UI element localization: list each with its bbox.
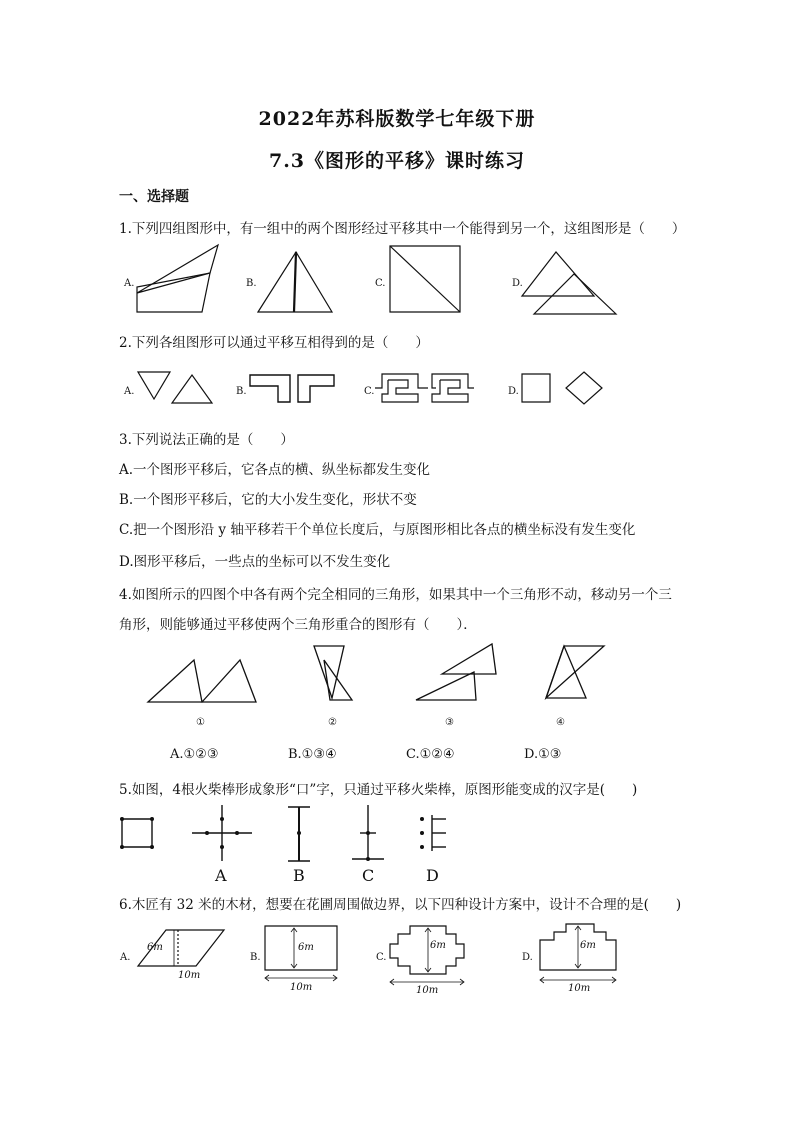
question-3-stem: 3.下列说法正确的是（ ） [119, 432, 294, 448]
q6-b-height-label: 6m [298, 942, 314, 953]
q4-figure-label-1: ① [196, 717, 205, 728]
q1-label-c: C. [375, 278, 386, 289]
q6-label-c: C. [376, 952, 387, 963]
q6-a-width-label: 10m [178, 970, 201, 981]
question-6-figures [118, 918, 618, 998]
q6-label-a: A. [120, 952, 131, 963]
q6-c-width-label: 10m [416, 985, 439, 996]
question-5-figures [116, 805, 466, 885]
question-4-option-b: B.①③④ [288, 747, 337, 762]
q4-figure-label-4: ④ [556, 717, 565, 728]
q5-label-a: A [215, 866, 227, 885]
q1-figure-b [258, 252, 332, 312]
q4-figure-1 [148, 660, 256, 702]
page-subtitle: 7.3《图形的平移》课时练习 [268, 150, 526, 172]
q4-figure-4 [546, 646, 604, 698]
q5-label-b: B [293, 866, 305, 885]
question-5-stem: 5.如图，4根火柴棒形成象形“口”字，只通过平移火柴棒，原图形能变成的汉字是( ) [119, 782, 638, 798]
q2-figure-c [375, 374, 474, 402]
q2-label-b: B. [236, 386, 247, 397]
q5-figure-d [432, 815, 446, 851]
q6-label-b: B. [250, 952, 261, 963]
q6-d-width-label: 10m [568, 983, 591, 994]
q2-label-c: C. [364, 386, 375, 397]
question-1-figures [118, 240, 478, 320]
question-4-stem-line-2: 角形，则能够通过平移使两个三角形重合的图形有（ ）． [119, 617, 477, 633]
q1-figure-c [390, 246, 460, 312]
q6-a-height-label: 6m [147, 942, 163, 953]
question-3-option-a: A.一个图形平移后，它各点的横、纵坐标都发生变化 [119, 462, 431, 478]
q6-b-width-label: 10m [290, 982, 313, 993]
question-2-stem: 2.下列各组图形可以通过平移互相得到的是（ ） [119, 335, 429, 351]
question-6-stem: 6.木匠有 32 米的木材，想要在花圃周围做边界，以下四种设计方案中，设计不合理的是( ) [119, 897, 682, 913]
question-3-option-b: B.一个图形平移后，它的大小发生变化，形状不变 [119, 492, 417, 508]
q6-figure-d [540, 924, 616, 983]
question-1-figure-d [508, 240, 628, 320]
q2-figure-b [250, 375, 334, 402]
q6-figure-b [265, 926, 337, 981]
q1-figure-a [137, 245, 218, 312]
q4-figure-2 [314, 646, 352, 700]
q6-d-height-label: 6m [580, 940, 596, 951]
q1-label-b: B. [246, 278, 257, 289]
question-4-stem-line-1: 4.如图所示的四图个中各有两个完全相同的三角形，如果其中一个三角形不动，移动另一个三 [119, 587, 672, 603]
q1-label-d: D. [512, 278, 523, 289]
q1-label-a: A. [124, 278, 135, 289]
q2-figure-d [522, 372, 602, 404]
q4-figure-label-2: ② [328, 717, 337, 728]
question-4-figures [140, 640, 620, 735]
q4-figure-label-3: ③ [445, 717, 454, 728]
q2-figure-a [138, 372, 212, 403]
page-title: 2022年苏科版数学七年级下册 [258, 108, 536, 130]
q6-label-d: D. [522, 952, 533, 963]
question-3-option-d: D.图形平移后，一些点的坐标可以不发生变化 [119, 554, 391, 570]
question-4-option-d: D.①③ [524, 747, 562, 762]
question-1-stem: 1.下列四组图形中，有一组中的两个图形经过平移其中一个能得到另一个，这组图形是（ ） [119, 221, 686, 237]
q5-label-c: C [362, 866, 375, 885]
q6-c-height-label: 6m [430, 940, 446, 951]
q4-figure-3 [416, 644, 496, 700]
section-heading: 一、选择题 [119, 189, 189, 205]
question-2-figures [118, 366, 608, 412]
q6-figure-c [390, 926, 464, 985]
question-4-option-c: C.①②④ [406, 747, 455, 762]
q5-figure-a [192, 805, 252, 861]
q2-label-d: D. [508, 386, 519, 397]
q2-label-a: A. [124, 386, 135, 397]
question-4-option-a: A.①②③ [170, 747, 219, 762]
question-3-option-c: C.把一个图形沿 y 轴平移若干个单位长度后，与原图形相比各点的横坐标没有发生变化 [119, 522, 636, 538]
q5-label-d: D [426, 866, 439, 885]
q5-original-figure [122, 819, 152, 847]
